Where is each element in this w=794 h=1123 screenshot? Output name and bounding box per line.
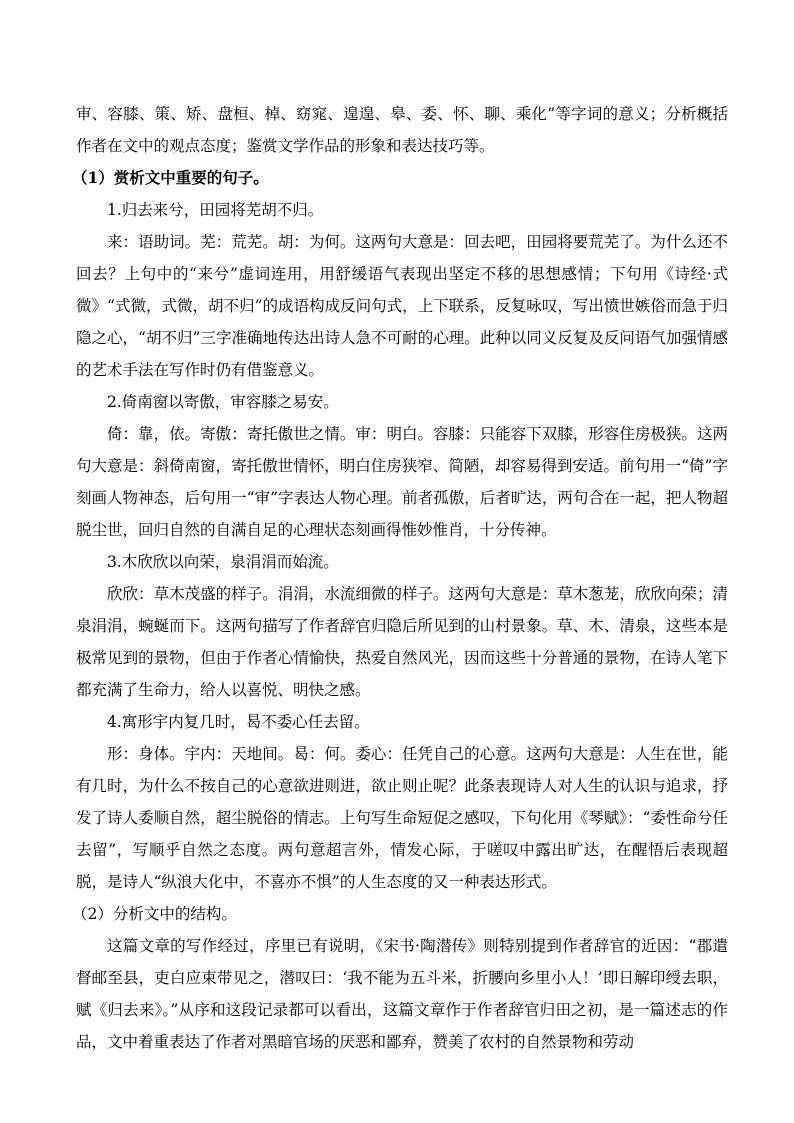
sentence-1-title: 1.归去来兮，田园将芜胡不归。 — [107, 201, 324, 219]
structure-analysis: 这篇文章的写作经过，序里已有说明，《宋书·陶潜传》则特别提到作者辞官的近因：“郡遣督邮至县，吏白应束带见之，潜叹曰：‘我不能为五斗米，折腰向乡里小人！’即日解印绶去职，赋《归去来》。”从序和这段记录都可以看出，这篇文章作于作者辞官归田之初，是一篇述志的作品，文中着重表达了作者对黑暗官场的厌恶和鄙弃，赞美了农村的自然景物和劳动 — [76, 937, 728, 1051]
sentence-2-analysis: 倚：靠，依。寄傲：寄托傲世之情。审：明白。容膝：只能容下双膝，形容住房极狭。这两句大意是：斜倚南窗，寄托傲世情怀，明白住房狭窄、简陋，却容易得到安适。前句用一“倚”字刻画人物神态，后句用一“审”字表达人物心理。前者孤傲，后者旷达，两句合在一起，把人物超脱尘世，回归自然的自满自足的心理状态刻画得惟妙惟肖，十分传神。 — [76, 425, 728, 539]
sentence-4-analysis: 形：身体。宇内：天地间。曷：何。委心：任凭自己的心意。这两句大意是：人生在世，能有几时，为什么不按自己的心意欲进则进，欲止则止呢？此条表现诗人对人生的认识与追求，抒发了诗人委顺自然，超尘脱俗的情志。上句写生命短促之感叹，下句化用《琴赋》：“委性命兮任去留”，写顺乎自然之态度。两句意超言外，情发心际，于嗟叹中露出旷达，在醒悟后表现超脱，是诗人“纵浪大化中，不喜亦不惧”的人生态度的又一种表达形式。 — [76, 745, 728, 891]
sentence-1-analysis: 来：语助词。芜：荒芜。胡：为何。这两句大意是：回去吧，田园将要荒芜了。为什么还不回去？上句中的“来兮”虚词连用，用舒缓语气表现出坚定不移的思想感情；下句用《诗经·式微》“式微，式微，胡不归”的成语构成反问句式，上下联系，反复咏叹，写出愤世嫉俗而急于归隐之心，“胡不归”三字准确地传达出诗人急不可耐的心理。此种以同义反复及反问语气加强情感的艺术手法在写作时仍有借鉴意义。 — [76, 233, 728, 379]
sentence-4-title: 4.寓形宇内复几时，曷不委心任去留。 — [107, 713, 370, 731]
paragraph-vocabulary-intro: 审、容膝、策、矫、盘桓、棹、窈窕、遑遑、皋、委、怀、聊、乘化”等字词的意义；分析概括作者在文中的观点态度；鉴赏文学作品的形象和表达技巧等。 — [76, 105, 728, 155]
sentence-2-title: 2.倚南窗以寄傲，审容膝之易安。 — [107, 393, 339, 411]
heading-appreciate-sentences: （1）赏析文中重要的句子。 — [72, 168, 269, 187]
sentence-3-title: 3.木欣欣以向荣，泉涓涓而始流。 — [107, 553, 339, 571]
heading-analyze-structure: （2）分析文中的结构。 — [72, 905, 237, 923]
sentence-3-analysis: 欣欣：草木茂盛的样子。涓涓，水流细微的样子。这两句大意是：草木葱茏，欣欣向荣；清泉涓涓，蜿蜒而下。这两句描写了作者辞官归隐后所见到的山村景象。草、木、清泉，这些本是极常见到的景物，但由于作者心情愉快，热爱自然风光，因而这些十分普通的景物，在诗人笔下都充满了生命力，给人以喜悦、明快之感。 — [76, 585, 728, 699]
